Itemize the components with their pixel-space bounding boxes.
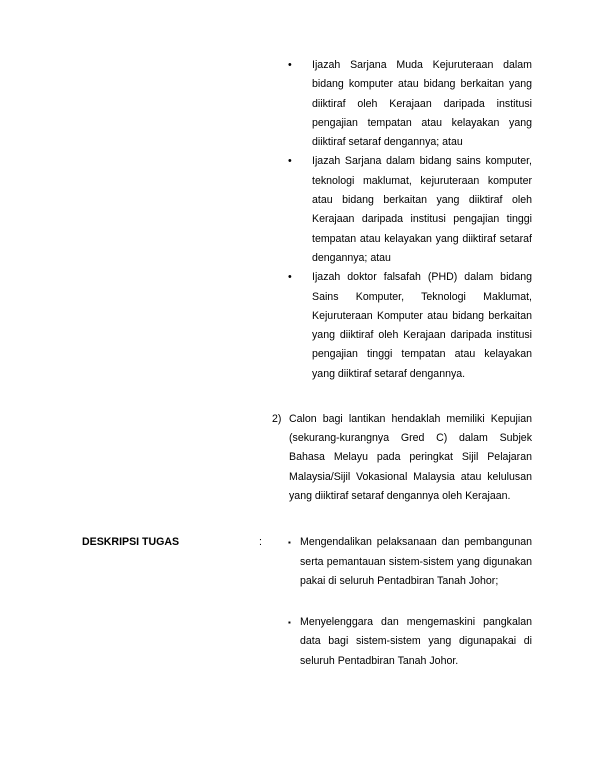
bullet-marker: • — [288, 155, 292, 168]
duty-text: Mengendalikan pelaksanaan dan pembangunan serta pemantauan sistem-sistem yang digunakan pakai di seluruh Pentadbiran Tanah Johor; — [300, 536, 532, 587]
numbered-requirement — [272, 410, 532, 506]
number-marker: 2) — [272, 413, 282, 425]
bullet-marker: • — [288, 271, 292, 284]
qualification-item — [284, 152, 532, 268]
qualification-text: Ijazah Sarjana Muda Kejuruteraan dalam bidang komputer atau bidang berkaitan yang diiktiraf oleh Kerajaan daripada institusi pengajian tempatan atau kelayakan yang diiktiraf setaraf dengannya; atau — [312, 59, 532, 149]
requirement-text: Calon bagi lantikan hendaklah memiliki Kepujian (sekurang-kurangnya Gred C) dalam Subjek Bahasa Melayu pada peringkat Sijil Pelajaran Malaysia/Sijil Vokasional Malaysia atau kelulusan yang diiktiraf setaraf dengannya oleh Kerajaan. — [289, 413, 532, 502]
section-label: DESKRIPSI TUGAS — [82, 536, 180, 548]
qualification-list — [284, 56, 532, 384]
duty-item — [284, 533, 532, 592]
section-colon: : — [259, 536, 262, 548]
qualification-text: Ijazah doktor falsafah (PHD) dalam bidang Sains Komputer, Teknologi Maklumat, Kejuruteraan Komputer atau bidang berkaitan yang diiktiraf oleh Kerajaan daripada institusi pengajian tinggi tempatan atau kelayakan yang diiktiraf setaraf dengannya. — [312, 271, 532, 380]
bullet-marker: • — [288, 59, 292, 71]
square-bullet-icon: ▪ — [288, 617, 291, 627]
qualification-item — [284, 56, 532, 152]
duty-item — [284, 613, 532, 672]
qualification-item — [284, 268, 532, 384]
duty-text: Menyelenggara dan mengemaskini pangkalan data bagi sistem-sistem yang digunapakai di seluruh Pentadbiran Tanah Johor. — [300, 615, 532, 667]
duty-list — [284, 533, 532, 671]
qualification-text: Ijazah Sarjana dalam bidang sains komputer, teknologi maklumat, kejuruteraan komputer atau bidang berkaitan yang diiktiraf oleh Kerajaan daripada institusi pengajian tinggi tempatan atau kelayakan yang diiktiraf setaraf dengannya; atau — [312, 155, 532, 264]
square-bullet-icon: ▪ — [288, 538, 291, 547]
